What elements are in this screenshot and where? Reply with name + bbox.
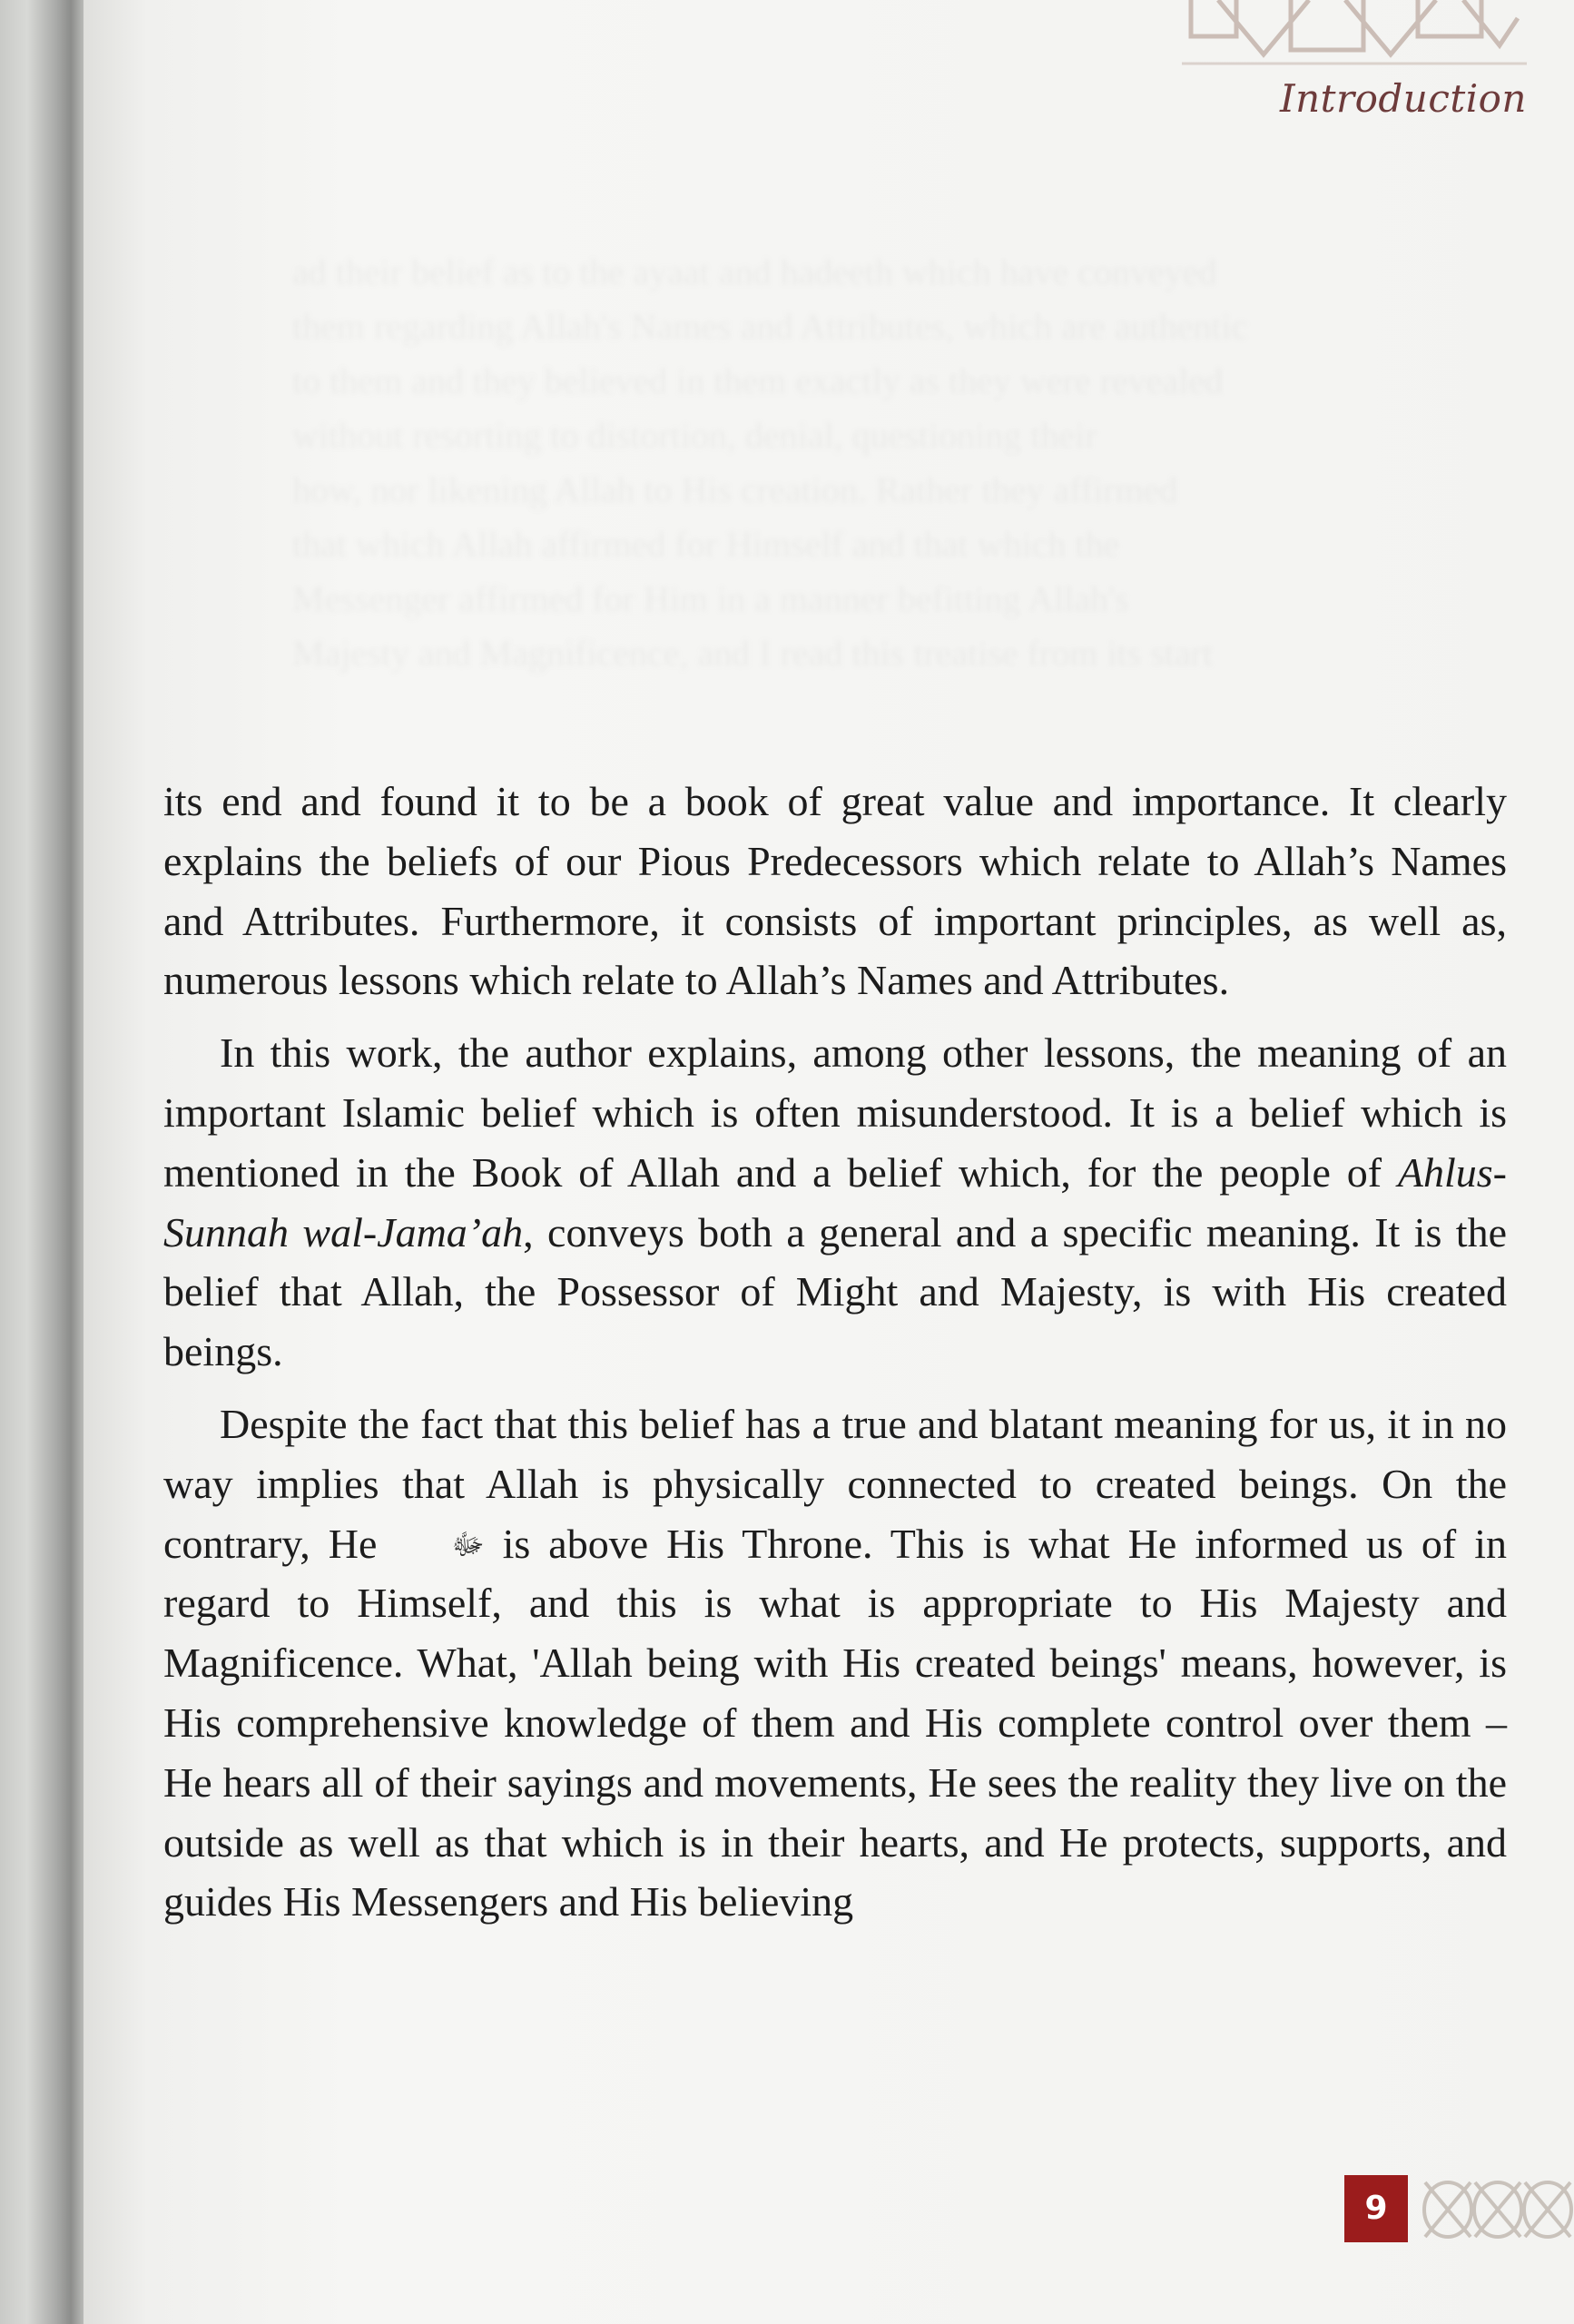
book-spine-shadow <box>0 0 84 2324</box>
book-page <box>84 0 1574 2324</box>
running-header-title: Introduction <box>1280 76 1527 121</box>
body-paragraph <box>163 1023 1507 1382</box>
honorific-glyph: ﷻ <box>451 1527 485 1561</box>
footer-ornament-icon <box>1416 2173 1574 2246</box>
page-number: 9 <box>1344 2175 1408 2242</box>
paragraph-text: is above His Throne. This is what He informed us of in regard to Himself, and this is what is appropriate to His Majesty and Magnificence. What, 'Allah being with His created beings' means, however, is His comprehensive knowledge of them and His complete control over them – He hears all of their sayings and movements, He sees the reality they live on the outside as well as that which is in their hearts, and He protects, supports, and guides His Messengers and His believing <box>163 1520 1507 1925</box>
paragraph-text: , conveys both a general and a specific meaning. It is the belief that Allah, the Possessor of Might and Majesty, is with His created beings. <box>163 1208 1507 1375</box>
paragraph-text: its end and found it to be a book of great value and importance. It clearly explains the beliefs of our Pious Predecessors which relate to Allah’s Names and Attributes. Furthermore, it consists of important principles, as well as, numerous lessons which relate to Allah’s Names and Attributes. <box>163 778 1507 1004</box>
body-text <box>163 772 1507 1945</box>
paragraph-text: In this work, the author explains, among other lessons, the meaning of an important Islamic belief which is often misunderstood. It is a belief which is mentioned in the Book of Allah and a belief which, for the people of <box>163 1029 1507 1196</box>
paragraph-text: Despite the fact that this belief has a true and blatant meaning for us, it in no way implies that Allah is physically connected to created beings. On the contrary, He <box>163 1400 1507 1567</box>
italic-term: Ahlus-Sunnah wal-Jama’ah <box>163 1148 1507 1256</box>
body-paragraph <box>163 1394 1507 1932</box>
show-through-text: ad their belief as to the ayaat and hadeeth which have conveyed them regarding Allah's Names and Attributes, which are authentic to them and they believed in them exactly as they were revealed without resorting to distortion, denial, questioning their how, nor likening Allah to His creation. Rather they affirmed that which Allah affirmed for Himself and that which the Messenger affirmed for Him in a manner befitting Allah's Majesty and Magnificence, and I read this treatise from its start <box>292 251 1248 674</box>
header-ornament-icon <box>1182 0 1527 71</box>
body-paragraph <box>163 772 1507 1010</box>
